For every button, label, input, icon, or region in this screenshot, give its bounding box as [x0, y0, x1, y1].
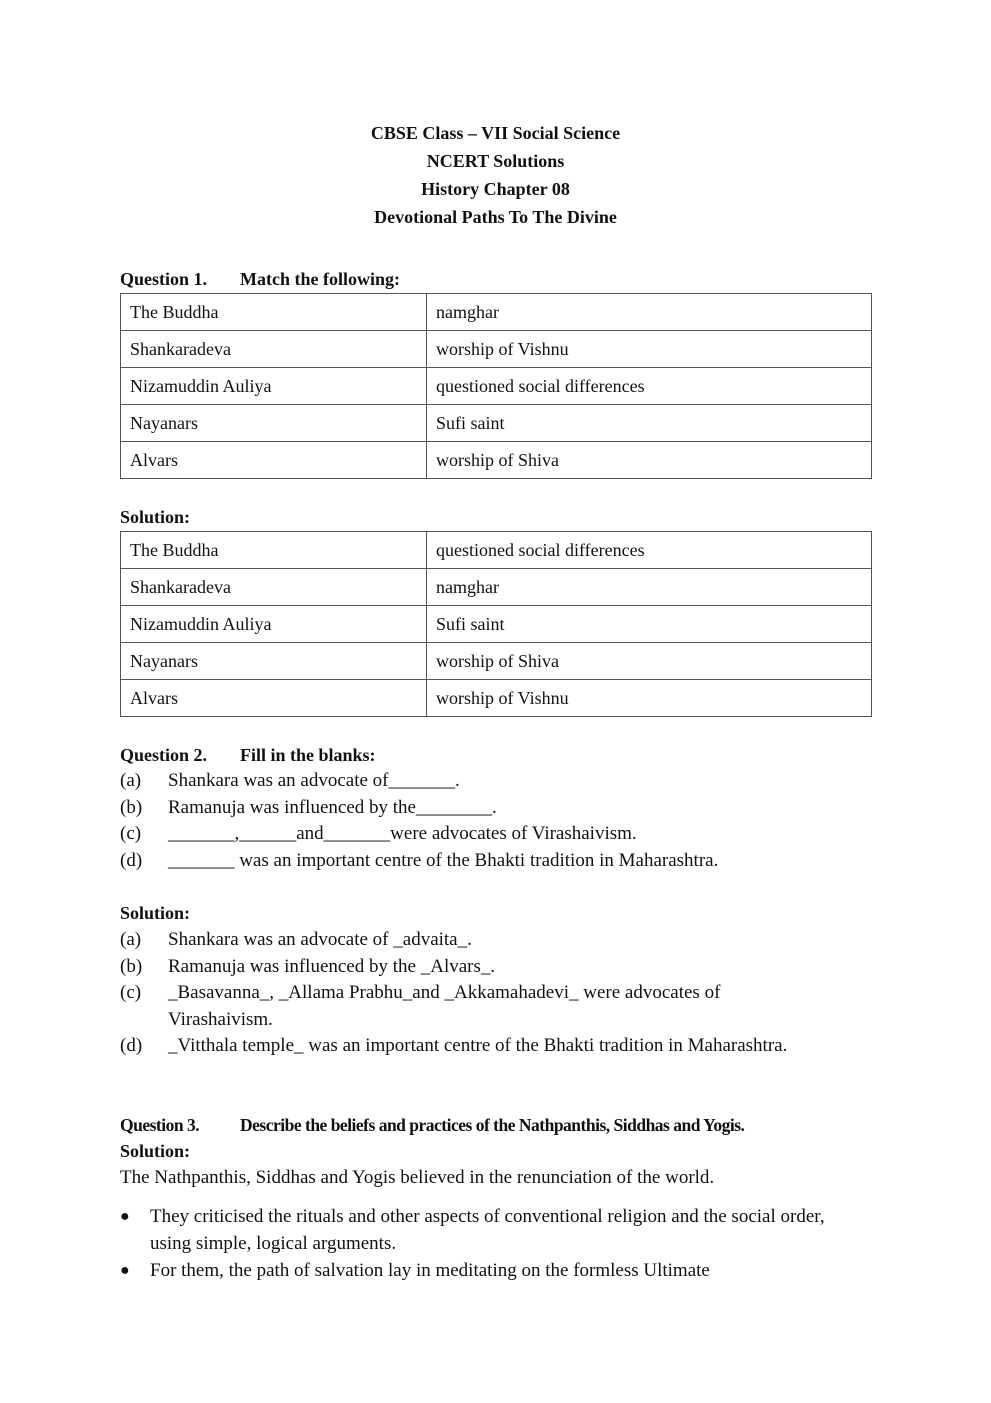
list-item: [120, 1203, 840, 1257]
list-item: [120, 795, 840, 822]
document-header: [0, 119, 991, 231]
table-cell: Nayanars: [121, 405, 427, 442]
question-1-heading: [120, 267, 400, 291]
table-cell: questioned social differences: [427, 532, 872, 569]
bullet-icon: ●: [120, 1262, 130, 1279]
item-text: _Vitthala temple_ was an important centre of the Bhakti tradition in Maharashtra.: [168, 1035, 788, 1056]
item-text: _______,______and_______were advocates of Virashaivism.: [168, 823, 637, 844]
item-label: (b): [120, 955, 143, 977]
table-row: [121, 643, 872, 680]
table-row: [121, 368, 872, 405]
item-label: (c): [120, 823, 142, 844]
item-text: Shankara was an advocate of _advaita_.: [168, 929, 472, 950]
question-1-text: Match the following:: [240, 269, 400, 289]
question-2-solution-label: Solution:: [120, 903, 191, 923]
list-item: [120, 927, 820, 954]
header-line-1: CBSE Class – VII Social Science: [370, 123, 621, 143]
question-2-number: Question 2.: [120, 745, 208, 765]
question-1-solution-table: [120, 531, 872, 717]
table-row: [121, 532, 872, 569]
list-item: [120, 1033, 820, 1060]
question-2-heading: [120, 743, 376, 767]
list-item: [120, 980, 820, 1033]
table-row: [121, 606, 872, 643]
item-text: _Basavanna_, _Allama Prabhu_and _Akkamahadevi_ were advocates of Virashaivism.: [168, 982, 721, 1030]
question-3-text: Describe the beliefs and practices of the Nathpanthis, Siddhas and Yogis.: [240, 1115, 745, 1135]
list-item: [120, 848, 840, 875]
item-label: (b): [120, 796, 143, 818]
question-3-heading: [120, 1113, 744, 1137]
item-text: _______ was an important centre of the Bhakti tradition in Maharashtra.: [168, 849, 719, 871]
list-item: [120, 1257, 840, 1284]
table-cell: namghar: [427, 294, 872, 331]
table-cell: questioned social differences: [427, 368, 872, 405]
question-3-solution-label: Solution:: [120, 1141, 191, 1161]
table-cell: Shankaradeva: [121, 569, 427, 606]
table-cell: The Buddha: [121, 532, 427, 569]
table-cell: worship of Shiva: [427, 643, 872, 680]
table-row: [121, 680, 872, 717]
table-cell: namghar: [427, 569, 872, 606]
item-text: Ramanuja was influenced by the _Alvars_.: [168, 955, 496, 977]
list-item: [120, 768, 840, 795]
question-2-text: Fill in the blanks:: [240, 745, 376, 765]
question-1-solution-label: Solution:: [120, 507, 191, 527]
table-row: [121, 331, 872, 368]
table-row: [121, 442, 872, 479]
header-line-3: History Chapter 08: [421, 179, 570, 199]
item-label: (d): [120, 849, 143, 871]
question-3-bullets: [120, 1203, 840, 1284]
list-item: [120, 954, 820, 981]
question-3-intro: The Nathpanthis, Siddhas and Yogis believed in the renunciation of the world.: [120, 1167, 715, 1188]
item-text: Shankara was an advocate of_______.: [168, 770, 460, 791]
table-cell: worship of Vishnu: [427, 331, 872, 368]
table-cell: Alvars: [121, 680, 427, 717]
table-cell: The Buddha: [121, 294, 427, 331]
table-cell: worship of Vishnu: [427, 680, 872, 717]
table-cell: Nizamuddin Auliya: [121, 606, 427, 643]
list-item: [120, 821, 840, 848]
bullet-icon: ●: [120, 1208, 130, 1225]
item-label: (d): [120, 1035, 143, 1056]
table-cell: Shankaradeva: [121, 331, 427, 368]
item-text: They criticised the rituals and other aspects of conventional religion and the social order, using simple, logical arguments.: [150, 1206, 825, 1254]
question-3-number: Question 3.: [120, 1115, 200, 1135]
item-text: For them, the path of salvation lay in meditating on the formless Ultimate: [150, 1260, 710, 1281]
header-line-4: Devotional Paths To The Divine: [374, 207, 617, 227]
table-cell: worship of Shiva: [427, 442, 872, 479]
question-1-table: [120, 293, 872, 479]
item-label: (c): [120, 982, 142, 1003]
table-row: [121, 569, 872, 606]
item-text: Ramanuja was influenced by the________.: [168, 796, 497, 818]
question-1-number: Question 1.: [120, 269, 208, 289]
table-row: [121, 405, 872, 442]
table-cell: Sufi saint: [427, 606, 872, 643]
table-cell: Sufi saint: [427, 405, 872, 442]
table-row: [121, 294, 872, 331]
question-2-solution-items: [120, 927, 820, 1060]
table-cell: Nayanars: [121, 643, 427, 680]
table-cell: Alvars: [121, 442, 427, 479]
item-label: (a): [120, 929, 142, 950]
question-2-items: [120, 768, 840, 874]
header-line-2: NCERT Solutions: [426, 151, 565, 171]
item-label: (a): [120, 770, 142, 791]
table-cell: Nizamuddin Auliya: [121, 368, 427, 405]
